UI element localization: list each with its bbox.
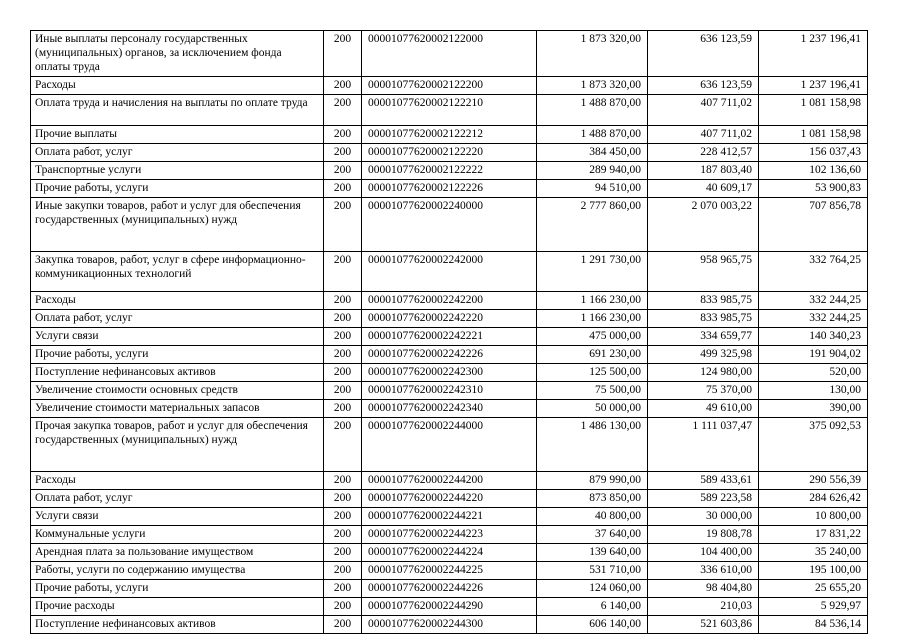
row-name-cell: Прочие расходы [31, 598, 324, 616]
row-executed-cell: 958 965,75 [648, 252, 759, 292]
row-approved-cell: 1 488 870,00 [537, 126, 648, 144]
row-approved-cell: 75 500,00 [537, 382, 648, 400]
row-code-cell: 200 [324, 580, 362, 598]
row-unexecuted-cell: 1 237 196,41 [759, 77, 868, 95]
row-name-cell: Прочие работы, услуги [31, 180, 324, 198]
row-code-cell: 200 [324, 400, 362, 418]
table-row [31, 526, 868, 544]
table-row [31, 126, 868, 144]
row-name-cell: Арендная плата за пользование имуществом [31, 544, 324, 562]
row-code-cell: 200 [324, 144, 362, 162]
row-executed-cell: 407 711,02 [648, 126, 759, 144]
row-code-cell: 200 [324, 162, 362, 180]
row-kbk-cell: 00001077620002244221 [362, 508, 537, 526]
row-unexecuted-cell: 156 037,43 [759, 144, 868, 162]
row-name-cell: Расходы [31, 472, 324, 490]
row-code-cell: 200 [324, 328, 362, 346]
row-code-cell: 200 [324, 472, 362, 490]
table-row [31, 472, 868, 490]
row-approved-cell: 2 777 860,00 [537, 198, 648, 252]
row-kbk-cell: 00001077620002244000 [362, 418, 537, 472]
row-code-cell: 200 [324, 562, 362, 580]
row-kbk-cell: 00001077620002244224 [362, 544, 537, 562]
row-executed-cell: 336 610,00 [648, 562, 759, 580]
table-body [31, 31, 868, 634]
row-kbk-cell: 00001077620002242200 [362, 292, 537, 310]
row-approved-cell: 691 230,00 [537, 346, 648, 364]
row-unexecuted-cell: 284 626,42 [759, 490, 868, 508]
row-kbk-cell: 00001077620002122210 [362, 95, 537, 126]
table-row [31, 544, 868, 562]
row-kbk-cell: 00001077620002242300 [362, 364, 537, 382]
row-code-cell: 200 [324, 346, 362, 364]
row-executed-cell: 49 610,00 [648, 400, 759, 418]
row-code-cell: 200 [324, 292, 362, 310]
row-executed-cell: 98 404,80 [648, 580, 759, 598]
table-row [31, 77, 868, 95]
row-kbk-cell: 00001077620002244300 [362, 616, 537, 634]
row-approved-cell: 1 488 870,00 [537, 95, 648, 126]
row-kbk-cell: 00001077620002244223 [362, 526, 537, 544]
row-kbk-cell: 00001077620002244200 [362, 472, 537, 490]
row-name-cell: Прочая закупка товаров, работ и услуг для обеспечения государственных (муниципальных) нужд [31, 418, 324, 472]
table-row [31, 616, 868, 634]
table-row [31, 162, 868, 180]
table-row [31, 364, 868, 382]
row-unexecuted-cell: 1 081 158,98 [759, 95, 868, 126]
row-approved-cell: 1 166 230,00 [537, 310, 648, 328]
row-unexecuted-cell: 140 340,23 [759, 328, 868, 346]
row-executed-cell: 334 659,77 [648, 328, 759, 346]
table-row [31, 418, 868, 472]
row-approved-cell: 40 800,00 [537, 508, 648, 526]
row-unexecuted-cell: 84 536,14 [759, 616, 868, 634]
row-approved-cell: 531 710,00 [537, 562, 648, 580]
row-unexecuted-cell: 25 655,20 [759, 580, 868, 598]
row-unexecuted-cell: 191 904,02 [759, 346, 868, 364]
row-name-cell: Коммунальные услуги [31, 526, 324, 544]
row-executed-cell: 833 985,75 [648, 310, 759, 328]
row-approved-cell: 94 510,00 [537, 180, 648, 198]
row-unexecuted-cell: 332 244,25 [759, 310, 868, 328]
row-code-cell: 200 [324, 31, 362, 77]
row-unexecuted-cell: 707 856,78 [759, 198, 868, 252]
row-name-cell: Оплата работ, услуг [31, 310, 324, 328]
row-approved-cell: 125 500,00 [537, 364, 648, 382]
row-approved-cell: 879 990,00 [537, 472, 648, 490]
row-executed-cell: 407 711,02 [648, 95, 759, 126]
row-unexecuted-cell: 375 092,53 [759, 418, 868, 472]
row-approved-cell: 1 166 230,00 [537, 292, 648, 310]
row-code-cell: 200 [324, 77, 362, 95]
row-kbk-cell: 00001077620002122222 [362, 162, 537, 180]
row-unexecuted-cell: 332 764,25 [759, 252, 868, 292]
row-approved-cell: 1 873 320,00 [537, 31, 648, 77]
row-code-cell: 200 [324, 418, 362, 472]
budget-report-page [30, 30, 867, 634]
row-code-cell: 200 [324, 180, 362, 198]
row-name-cell: Поступление нефинансовых активов [31, 364, 324, 382]
row-code-cell: 200 [324, 544, 362, 562]
row-executed-cell: 833 985,75 [648, 292, 759, 310]
table-row [31, 292, 868, 310]
table-row [31, 346, 868, 364]
row-code-cell: 200 [324, 508, 362, 526]
table-row [31, 508, 868, 526]
row-kbk-cell: 00001077620002242310 [362, 382, 537, 400]
table-row [31, 328, 868, 346]
table-row [31, 31, 868, 77]
row-unexecuted-cell: 1 081 158,98 [759, 126, 868, 144]
row-executed-cell: 2 070 003,22 [648, 198, 759, 252]
row-name-cell: Прочие выплаты [31, 126, 324, 144]
row-code-cell: 200 [324, 126, 362, 144]
table-row [31, 95, 868, 126]
row-approved-cell: 475 000,00 [537, 328, 648, 346]
row-name-cell: Расходы [31, 77, 324, 95]
row-name-cell: Закупка товаров, работ, услуг в сфере информационно-коммуникационных технологий [31, 252, 324, 292]
budget-execution-table [30, 30, 868, 634]
row-executed-cell: 499 325,98 [648, 346, 759, 364]
row-name-cell: Увеличение стоимости основных средств [31, 382, 324, 400]
row-kbk-cell: 00001077620002240000 [362, 198, 537, 252]
row-kbk-cell: 00001077620002242220 [362, 310, 537, 328]
row-unexecuted-cell: 53 900,83 [759, 180, 868, 198]
row-executed-cell: 636 123,59 [648, 31, 759, 77]
row-executed-cell: 636 123,59 [648, 77, 759, 95]
row-name-cell: Услуги связи [31, 328, 324, 346]
table-row [31, 310, 868, 328]
row-approved-cell: 50 000,00 [537, 400, 648, 418]
table-row [31, 144, 868, 162]
row-approved-cell: 606 140,00 [537, 616, 648, 634]
row-kbk-cell: 00001077620002242000 [362, 252, 537, 292]
row-executed-cell: 75 370,00 [648, 382, 759, 400]
row-kbk-cell: 00001077620002242221 [362, 328, 537, 346]
row-unexecuted-cell: 35 240,00 [759, 544, 868, 562]
row-executed-cell: 124 980,00 [648, 364, 759, 382]
row-code-cell: 200 [324, 95, 362, 126]
row-kbk-cell: 00001077620002122226 [362, 180, 537, 198]
row-kbk-cell: 00001077620002244290 [362, 598, 537, 616]
row-kbk-cell: 00001077620002122220 [362, 144, 537, 162]
row-name-cell: Поступление нефинансовых активов [31, 616, 324, 634]
row-approved-cell: 1 291 730,00 [537, 252, 648, 292]
row-approved-cell: 139 640,00 [537, 544, 648, 562]
row-approved-cell: 289 940,00 [537, 162, 648, 180]
row-unexecuted-cell: 332 244,25 [759, 292, 868, 310]
row-unexecuted-cell: 10 800,00 [759, 508, 868, 526]
row-kbk-cell: 00001077620002122212 [362, 126, 537, 144]
row-approved-cell: 6 140,00 [537, 598, 648, 616]
table-row [31, 598, 868, 616]
row-kbk-cell: 00001077620002242340 [362, 400, 537, 418]
row-name-cell: Увеличение стоимости материальных запасов [31, 400, 324, 418]
row-executed-cell: 228 412,57 [648, 144, 759, 162]
row-executed-cell: 521 603,86 [648, 616, 759, 634]
row-approved-cell: 37 640,00 [537, 526, 648, 544]
row-kbk-cell: 00001077620002242226 [362, 346, 537, 364]
row-code-cell: 200 [324, 252, 362, 292]
table-row [31, 382, 868, 400]
row-executed-cell: 210,03 [648, 598, 759, 616]
row-unexecuted-cell: 290 556,39 [759, 472, 868, 490]
row-code-cell: 200 [324, 310, 362, 328]
row-name-cell: Иные закупки товаров, работ и услуг для обеспечения государственных (муниципальных) нужд [31, 198, 324, 252]
table-row [31, 252, 868, 292]
row-unexecuted-cell: 102 136,60 [759, 162, 868, 180]
row-approved-cell: 873 850,00 [537, 490, 648, 508]
row-name-cell: Оплата работ, услуг [31, 490, 324, 508]
row-executed-cell: 589 433,61 [648, 472, 759, 490]
row-name-cell: Оплата труда и начисления на выплаты по оплате труда [31, 95, 324, 126]
row-name-cell: Транспортные услуги [31, 162, 324, 180]
row-executed-cell: 19 808,78 [648, 526, 759, 544]
row-name-cell: Услуги связи [31, 508, 324, 526]
row-unexecuted-cell: 520,00 [759, 364, 868, 382]
row-approved-cell: 1 486 130,00 [537, 418, 648, 472]
row-kbk-cell: 00001077620002122000 [362, 31, 537, 77]
row-executed-cell: 589 223,58 [648, 490, 759, 508]
row-name-cell: Прочие работы, услуги [31, 580, 324, 598]
row-kbk-cell: 00001077620002122200 [362, 77, 537, 95]
row-code-cell: 200 [324, 598, 362, 616]
row-code-cell: 200 [324, 382, 362, 400]
table-row [31, 490, 868, 508]
row-code-cell: 200 [324, 526, 362, 544]
row-executed-cell: 30 000,00 [648, 508, 759, 526]
row-name-cell: Прочие работы, услуги [31, 346, 324, 364]
row-name-cell: Иные выплаты персоналу государственных (муниципальных) органов, за исключением фонда оплаты труда [31, 31, 324, 77]
row-unexecuted-cell: 17 831,22 [759, 526, 868, 544]
table-row [31, 562, 868, 580]
row-kbk-cell: 00001077620002244225 [362, 562, 537, 580]
row-unexecuted-cell: 195 100,00 [759, 562, 868, 580]
row-approved-cell: 384 450,00 [537, 144, 648, 162]
row-code-cell: 200 [324, 490, 362, 508]
row-executed-cell: 104 400,00 [648, 544, 759, 562]
row-unexecuted-cell: 130,00 [759, 382, 868, 400]
table-row [31, 198, 868, 252]
row-name-cell: Работы, услуги по содержанию имущества [31, 562, 324, 580]
row-executed-cell: 187 803,40 [648, 162, 759, 180]
row-name-cell: Расходы [31, 292, 324, 310]
row-unexecuted-cell: 5 929,97 [759, 598, 868, 616]
row-kbk-cell: 00001077620002244220 [362, 490, 537, 508]
row-kbk-cell: 00001077620002244226 [362, 580, 537, 598]
row-executed-cell: 1 111 037,47 [648, 418, 759, 472]
row-code-cell: 200 [324, 364, 362, 382]
row-unexecuted-cell: 1 237 196,41 [759, 31, 868, 77]
table-row [31, 580, 868, 598]
row-executed-cell: 40 609,17 [648, 180, 759, 198]
row-name-cell: Оплата работ, услуг [31, 144, 324, 162]
row-unexecuted-cell: 390,00 [759, 400, 868, 418]
row-code-cell: 200 [324, 198, 362, 252]
table-row [31, 400, 868, 418]
row-approved-cell: 124 060,00 [537, 580, 648, 598]
row-code-cell: 200 [324, 616, 362, 634]
row-approved-cell: 1 873 320,00 [537, 77, 648, 95]
table-row [31, 180, 868, 198]
